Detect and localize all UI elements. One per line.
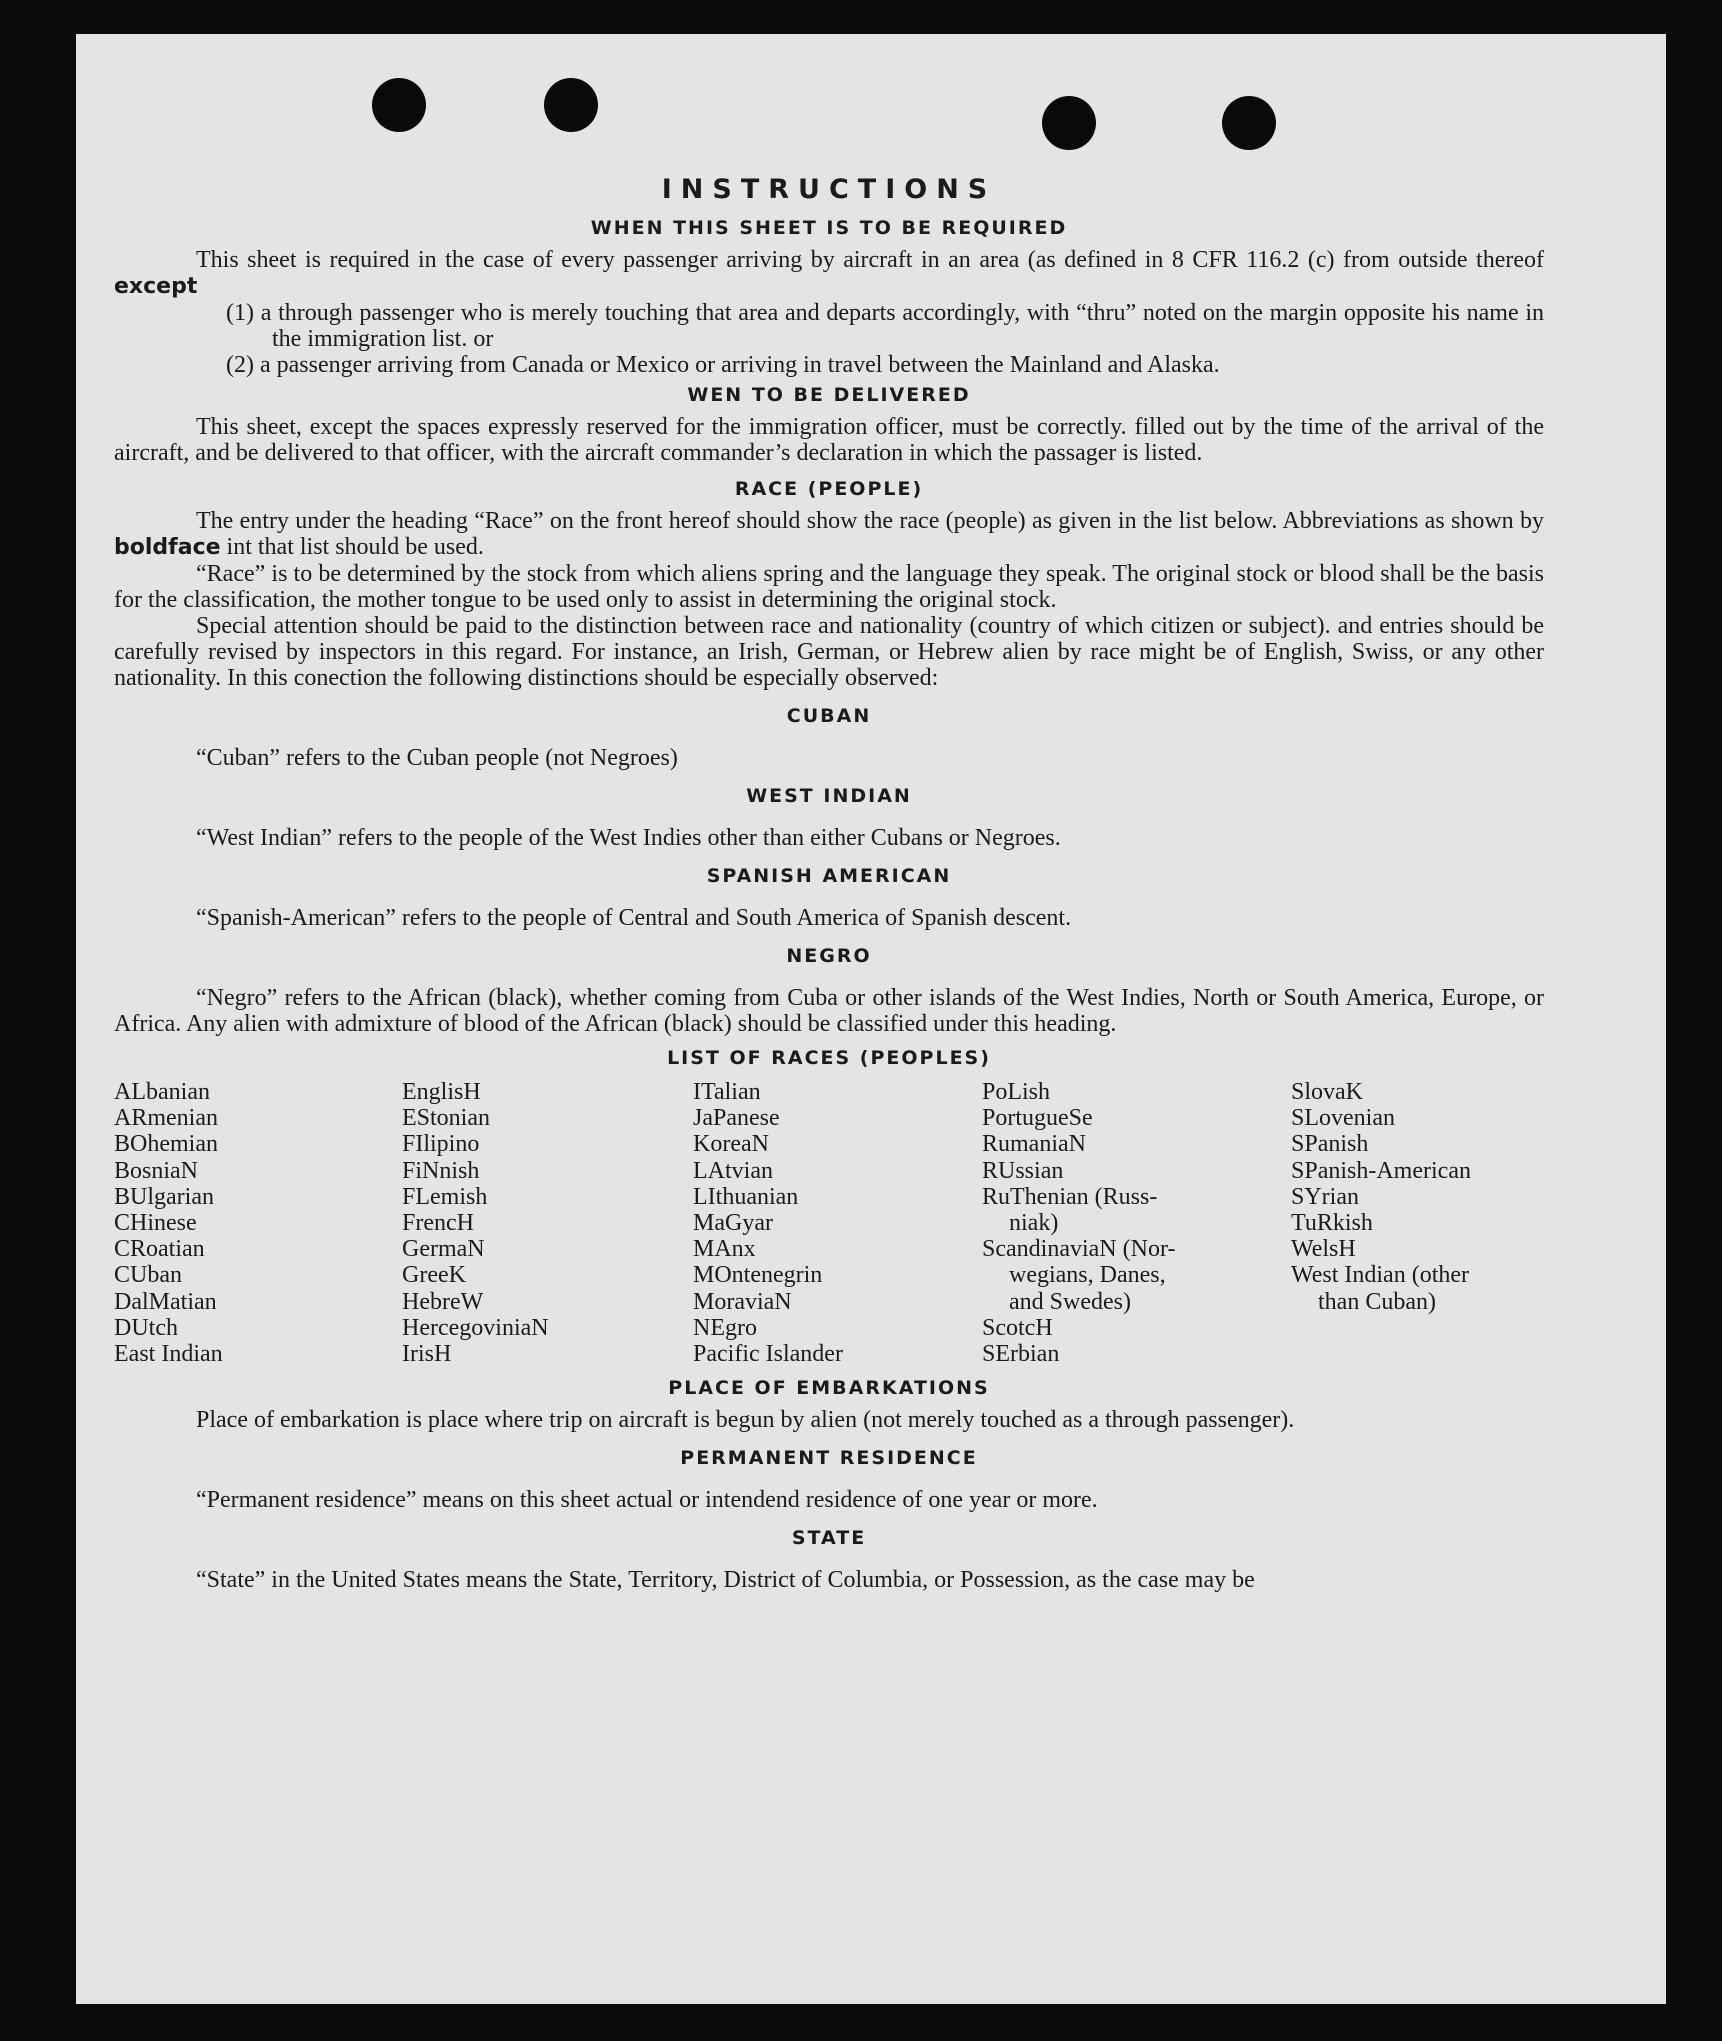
race-entry: DalMatian xyxy=(114,1288,217,1315)
race-entry: East Indian xyxy=(114,1341,223,1368)
race-entry: TuRkish xyxy=(1291,1210,1373,1237)
race-entry: GreeK xyxy=(402,1262,466,1289)
emphasis-boldface: boldface xyxy=(114,535,221,560)
race-entry: HebreW xyxy=(402,1288,484,1315)
race-entry: West Indian (other xyxy=(1291,1262,1470,1289)
race-entry: SErbian xyxy=(982,1341,1060,1368)
race-entry: IrisH xyxy=(402,1341,452,1368)
document-sheet xyxy=(76,34,1666,2004)
race-entry: FiNnish xyxy=(402,1157,480,1184)
race-entry: RuThenian (Russ- xyxy=(982,1183,1158,1210)
race-entry: PoLish xyxy=(982,1079,1051,1105)
paragraph-race-3: Special attention should be paid to the distinction between race and nationality (country of which citizen or subject). and entries should be carefully revised by inspectors in this regard. For instance, an Irish, German, or Hebrew alien by race might be of English, Swiss, or any other nationality. In this conection the following distinctions should be especially observed: xyxy=(114,613,1544,691)
race-entry: PortugueSe xyxy=(982,1105,1093,1132)
paragraph-embarkation: Place of embarkation is place where trip on aircraft is begun by alien (not merely touched as a through passenger). xyxy=(196,1407,1295,1434)
section-heading-state: STATE xyxy=(791,1527,867,1550)
document-body xyxy=(114,174,1544,1593)
race-entry: FIlipino xyxy=(402,1131,480,1158)
races-column-5 xyxy=(1291,1079,1544,1367)
races-list xyxy=(114,1079,1544,1367)
race-entry: SPanish xyxy=(1291,1131,1369,1158)
race-entry: RUssian xyxy=(982,1157,1064,1184)
document-title: INSTRUCTIONS xyxy=(661,174,997,205)
race-entry: CUban xyxy=(114,1262,182,1289)
text-span: The entry under the heading “Race” on the front hereof should show the race (people) as given in the list below. Abbreviations as shown by xyxy=(196,508,1544,534)
races-column-2 xyxy=(402,1079,693,1367)
list-item-2: (2) a passenger arriving from Canada or Mexico or arriving in travel between the Mainland and Alaska. xyxy=(226,352,1220,378)
punch-hole xyxy=(544,78,598,132)
race-entry: MaGyar xyxy=(693,1210,773,1237)
race-entry: CRoatian xyxy=(114,1236,205,1263)
race-entry: BUlgarian xyxy=(114,1183,214,1210)
race-entry: than Cuban) xyxy=(1318,1288,1436,1315)
race-entry: MoraviaN xyxy=(693,1288,792,1315)
text-span: int that list should be used. xyxy=(226,534,484,560)
section-heading-list-of-races: LIST OF RACES (PEOPLES) xyxy=(667,1047,991,1069)
race-entry: GermaN xyxy=(402,1236,485,1263)
race-entry: niak) xyxy=(1009,1210,1059,1237)
section-heading-when-required: WHEN THIS SHEET IS TO BE REQUIRED xyxy=(590,217,1068,239)
race-entry: EStonian xyxy=(402,1105,490,1132)
section-heading-negro: NEGRO xyxy=(786,945,872,967)
race-entry: FLemish xyxy=(402,1183,488,1210)
paragraph-race-2: “Race” is to be determined by the stock from which aliens spring and the language they speak. The original stock or blood shall be the basis for the classification, the mother tongue to be used only to assist in determining the original stock. xyxy=(114,561,1544,613)
race-entry: JaPanese xyxy=(693,1105,780,1132)
race-entry: SLovenian xyxy=(1291,1105,1395,1132)
race-entry: ALbanian xyxy=(114,1079,210,1105)
text-span: This sheet is required in the case of every passenger arriving by aircraft in an area (as defined in 8 CFR 116.2 (c) from outside thereof xyxy=(196,247,1544,273)
race-entry: RumaniaN xyxy=(982,1131,1086,1158)
list-item-1: (1) a through passenger who is merely touching that area and departs accordingly, with “thru” noted on the margin opposite his name in the immigration list. or xyxy=(226,300,1544,352)
race-entry: BOhemian xyxy=(114,1131,218,1158)
races-column-4 xyxy=(982,1079,1291,1367)
paragraph-when-required xyxy=(114,247,1544,300)
race-entry: Pacific Islander xyxy=(693,1341,843,1368)
paragraph-race-1 xyxy=(114,508,1544,561)
races-column-3 xyxy=(693,1079,982,1367)
race-entry: SlovaK xyxy=(1291,1079,1363,1105)
section-heading-embarkation: PLACE OF EMBARKATIONS xyxy=(668,1377,990,1400)
section-heading-permanent-residence: PERMANENT RESIDENCE xyxy=(680,1447,978,1470)
race-entry: ARmenian xyxy=(114,1105,218,1132)
race-entry: HercegoviniaN xyxy=(402,1314,549,1341)
race-entry: ScandinaviaN (Nor- xyxy=(982,1236,1176,1263)
race-entry: KoreaN xyxy=(693,1131,769,1158)
emphasis-except: except xyxy=(114,274,198,299)
race-entry: NEgro xyxy=(693,1314,757,1341)
race-entry: CHinese xyxy=(114,1210,197,1237)
section-heading-cuban: CUBAN xyxy=(786,705,872,727)
race-entry: BosniaN xyxy=(114,1157,198,1184)
punch-hole xyxy=(1042,96,1096,150)
race-entry: FrencH xyxy=(402,1210,474,1237)
race-entry: MAnx xyxy=(693,1236,756,1263)
race-entry: DUtch xyxy=(114,1314,178,1341)
race-entry: ITalian xyxy=(693,1079,761,1105)
race-entry: ScotcH xyxy=(982,1314,1053,1341)
race-entry: MOntenegrin xyxy=(693,1262,823,1289)
race-entry: WelsH xyxy=(1291,1236,1356,1263)
race-entry: and Swedes) xyxy=(1009,1288,1131,1315)
race-entry: LIthuanian xyxy=(693,1183,799,1210)
paragraph-permanent-residence: “Permanent residence” means on this sheet actual or intendend residence of one year or more. xyxy=(196,1487,1098,1514)
section-heading-when-delivered: WEN TO BE DELIVERED xyxy=(687,384,971,406)
races-column-1 xyxy=(114,1079,402,1367)
paragraph-spanish-american: “Spanish-American” refers to the people of Central and South America of Spanish descent. xyxy=(196,905,1072,931)
section-heading-spanish-american: SPANISH AMERICAN xyxy=(706,865,952,887)
section-heading-race: RACE (PEOPLE) xyxy=(734,478,924,500)
paragraph-negro: “Negro” refers to the African (black), whether coming from Cuba or other islands of the West Indies, North or South America, Europe, or Africa. Any alien with admixture of blood of the African (black) should be classified under this heading. xyxy=(114,985,1544,1037)
paragraph-state: “State” in the United States means the State, Territory, District of Columbia, or Possession, as the case may be xyxy=(196,1567,1255,1594)
race-entry: LAtvian xyxy=(693,1157,773,1184)
paragraph-cuban: “Cuban” refers to the Cuban people (not Negroes) xyxy=(196,745,678,771)
paragraph-when-delivered: This sheet, except the spaces expressly reserved for the immigration officer, must be correctly. filled out by the time of the arrival of the aircraft, and be delivered to that officer, with the aircraft commander’s declaration in which the passager is listed. xyxy=(114,414,1544,466)
race-entry: SPanish-American xyxy=(1291,1157,1471,1184)
race-entry: wegians, Danes, xyxy=(1009,1262,1166,1289)
punch-hole xyxy=(1222,96,1276,150)
paragraph-west-indian: “West Indian” refers to the people of the West Indies other than either Cubans or Negroes. xyxy=(196,825,1061,851)
section-heading-west-indian: WEST INDIAN xyxy=(746,785,912,807)
race-entry: SYrian xyxy=(1291,1183,1359,1210)
race-entry: EnglisH xyxy=(402,1079,481,1105)
punch-hole xyxy=(372,78,426,132)
